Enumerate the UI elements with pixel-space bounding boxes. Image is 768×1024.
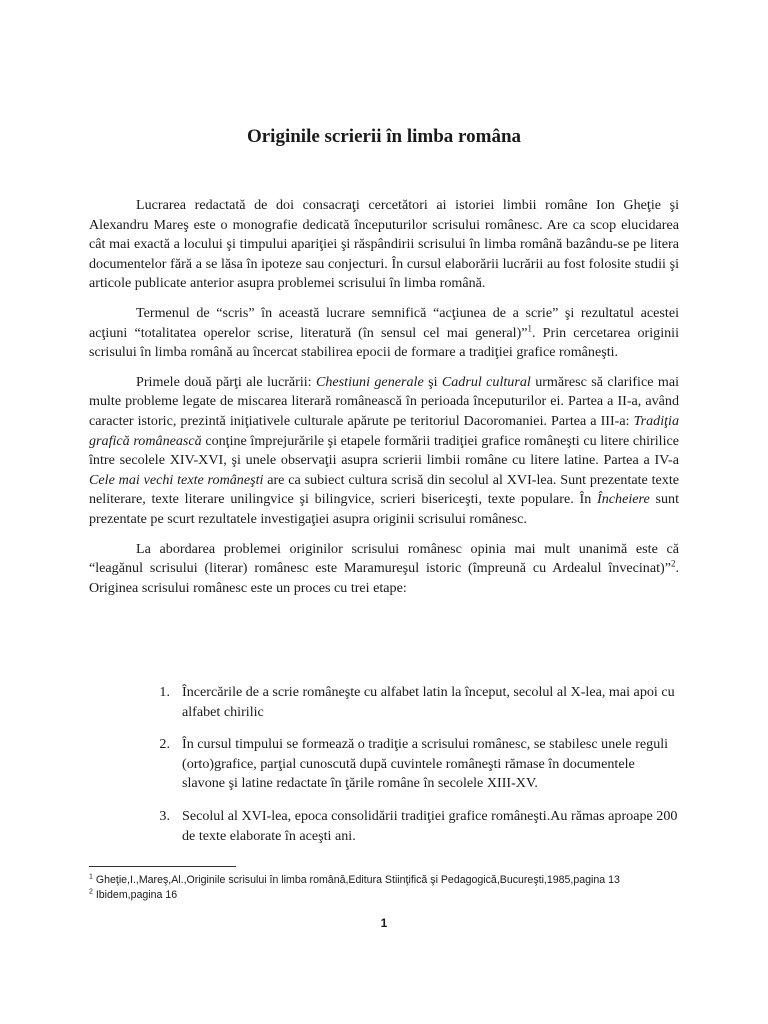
paragraph-text: urmăresc să clarifice mai multe probleme legate de miscarea literară românească în perioada începuturilor ei. Partea a II-a, având caracter istoric, prezintă iniţiativele culturale apărute pe teritoriul Dacoromaniei. Partea a III-a: [89, 373, 679, 429]
footnote-separator [89, 866, 236, 867]
list-text: Încercările de a scrie româneşte cu alfabet latin la început, secolul al X-lea, mai apoi cu alfabet chirilic [182, 684, 675, 720]
paragraph-origins [89, 540, 679, 599]
list-item [89, 807, 679, 846]
paragraph-intro [89, 196, 679, 294]
footnote-mark: 1 [89, 873, 93, 881]
footnote-text: Gheţie,I.,Mareş,Al.,Originile scrisului în limba română,Editura Stiinţifică şi Pedagogică,Bucureşti,1985,pagina 13 [92, 874, 620, 886]
list-text: În cursul timpului se formează o tradiţie a scrisului românesc, se stabilesc unele reguli (orto)grafice, parţial cunoscută după cuvintele româneşti rămase în documentele slavone şi latine redactate în ţările române în secolele XIII-XV. [182, 736, 669, 792]
paragraph-text: Lucrarea redactată de doi consacraţi cercetători ai istoriei limbii române Ion Gheţie şi Alexandru Mareş este o monografie dedicată începuturilor scrisului românesc. Are ca scop elucidarea cât mai exactă a locului şi timpului apariţiei şi răspândirii scrisului în limba română bazându-se pe litera documentelor fără a se lăsa în ipoteze sau conjecturi. În cursul elaborării lucrării au fost folosite studii şi articole publicate anterior asupra problemei scrisului în limba română. [89, 197, 679, 292]
italic-title: Chestiuni generale [315, 373, 424, 390]
paragraph-text: . Originea scrisului românesc este un proces cu trei etape: [89, 560, 679, 596]
list-item [89, 735, 679, 794]
paragraph-text: conţine împrejurările şi etapele formării tradiţiei grafice româneşti cu litere chirilice între secolele XIV-XVI, şi unele observaţii asupra scrierii limbii române cu litere latine. Partea a IV-a [89, 432, 679, 469]
list-text: Secolul al XVI-lea, epoca consolidării tradiţiei grafice româneşti.Au rămas aproape 200 de texte elaborate în aceşti ani. [182, 807, 678, 844]
italic-title: Cadrul cultural [441, 373, 531, 390]
footnote-mark: 2 [89, 888, 93, 896]
paragraph-parts [89, 373, 679, 530]
list-number: 1. [159, 684, 170, 700]
paragraph-term [89, 304, 679, 363]
italic-title: Tradiţia grafică românească [89, 412, 679, 449]
footnote-text: Ibidem,pagina 16 [92, 889, 178, 901]
list-number: 2. [159, 736, 170, 753]
footnote-ref-1[interactable]: 1 [527, 322, 533, 333]
paragraph-text: are ca subiect cultura scrisă din secolul al XVI-lea. Sunt prezentate texte neliterare, texte literare unilingvice şi bilingvice, scrieri bisericeşti, texte populare. În [89, 471, 679, 508]
list-item [89, 683, 679, 722]
paragraph-text: şi [423, 373, 442, 390]
paragraph-text: La abordarea problemei originilor scrisului românesc opinia mai mult unanimă este că “leagănul scrisului (literar) românesc este Maramureşul istoric (împreună cu Ardealul învecinat)” [89, 540, 679, 577]
document-body [89, 196, 679, 608]
paragraph-text: Primele două părţi ale lucrării: [136, 373, 316, 390]
footnote-1 [89, 873, 709, 888]
page-title: Originile scrierii în limba româna [246, 126, 522, 147]
footnote-2 [89, 888, 709, 903]
footnote-ref-2[interactable]: 2 [670, 558, 676, 569]
paragraph-text: Termenul de “scris” în această lucrare semnifică “acţiunea de a scrie” şi rezultatul acestei acţiuni “totalitatea operelor scrise, literatură (în sensul cel mai general)” [89, 304, 679, 341]
list-number: 3. [159, 807, 170, 824]
italic-title: Cele mai vechi texte româneşti [89, 471, 264, 488]
page-number: 1 [380, 916, 388, 930]
footnotes [89, 873, 709, 903]
paragraph-text: . Prin cercetarea originii scrisului în limba română au încercat stabilirea epocii de formare a tradiţiei grafice româneşti. [89, 324, 679, 361]
italic-title: Încheiere [597, 491, 650, 508]
paragraph-text: sunt prezentate pe scurt rezultatele investigaţiei asupra originii scrisului românesc. [89, 491, 679, 527]
numbered-list [89, 683, 679, 859]
